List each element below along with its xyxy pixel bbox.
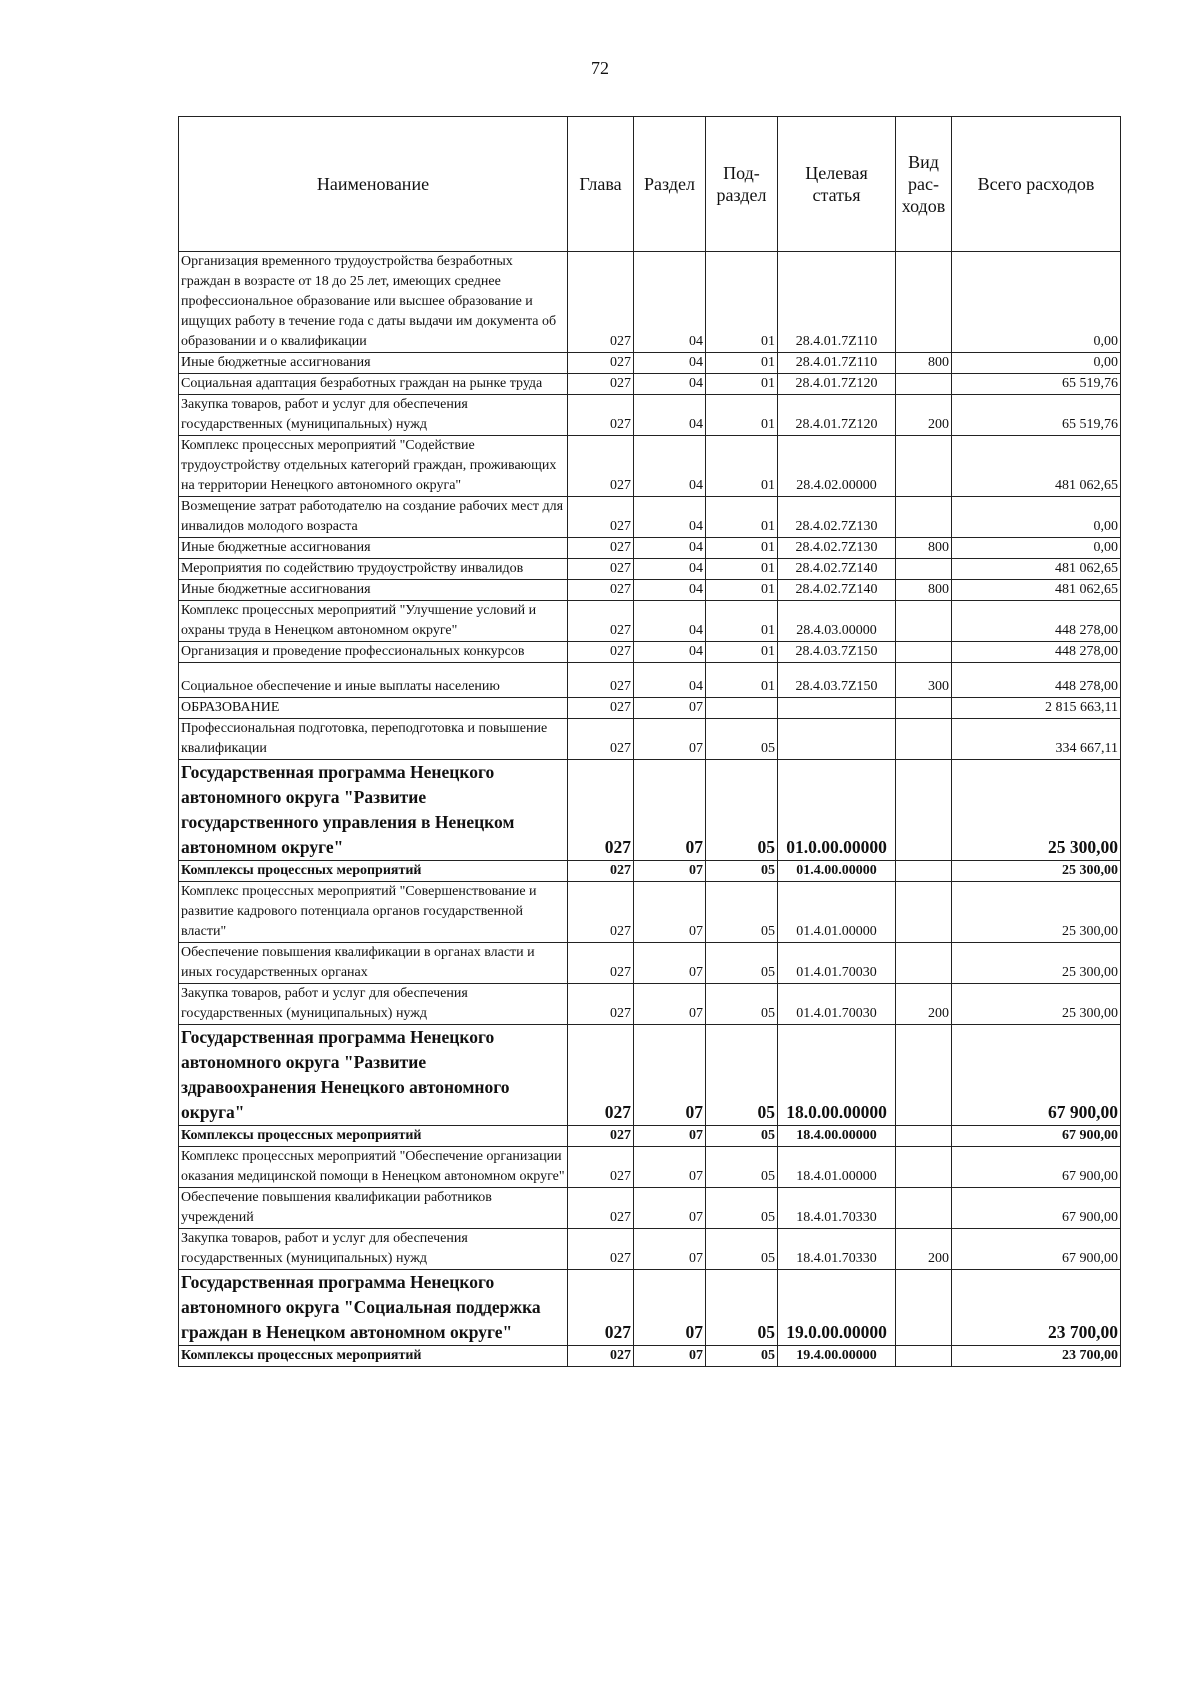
cell-total: 481 062,65 xyxy=(952,436,1121,497)
cell-razdel: 04 xyxy=(634,436,706,497)
cell-podrazdel: 01 xyxy=(706,374,778,395)
cell-total: 23 700,00 xyxy=(952,1270,1121,1346)
cell-razdel: 07 xyxy=(634,861,706,882)
cell-podrazdel: 01 xyxy=(706,538,778,559)
cell-name: Иные бюджетные ассигнования xyxy=(179,538,568,559)
table-row xyxy=(179,436,1121,497)
cell-glava: 027 xyxy=(568,395,634,436)
cell-vid xyxy=(896,760,952,861)
cell-name: Профессиональная подготовка, переподготовка и повышение квалификации xyxy=(179,719,568,760)
table-row xyxy=(179,984,1121,1025)
cell-vid: 200 xyxy=(896,984,952,1025)
cell-vid xyxy=(896,436,952,497)
cell-podrazdel: 05 xyxy=(706,861,778,882)
cell-total: 65 519,76 xyxy=(952,395,1121,436)
table-row xyxy=(179,1025,1121,1126)
cell-total: 334 667,11 xyxy=(952,719,1121,760)
cell-total: 448 278,00 xyxy=(952,601,1121,642)
cell-podrazdel: 05 xyxy=(706,1147,778,1188)
header-razdel: Раздел xyxy=(634,117,706,252)
cell-statya: 28.4.01.7Z110 xyxy=(778,353,896,374)
cell-glava: 027 xyxy=(568,252,634,353)
cell-glava: 027 xyxy=(568,1229,634,1270)
cell-podrazdel: 05 xyxy=(706,943,778,984)
budget-table xyxy=(178,116,1121,1367)
cell-statya: 28.4.02.7Z140 xyxy=(778,559,896,580)
cell-vid xyxy=(896,719,952,760)
table-row xyxy=(179,395,1121,436)
table-row xyxy=(179,719,1121,760)
cell-glava: 027 xyxy=(568,984,634,1025)
table-row xyxy=(179,1229,1121,1270)
cell-name: Закупка товаров, работ и услуг для обеспечения государственных (муниципальных) нужд xyxy=(179,1229,568,1270)
cell-name: Закупка товаров, работ и услуг для обеспечения государственных (муниципальных) нужд xyxy=(179,984,568,1025)
cell-podrazdel: 01 xyxy=(706,663,778,698)
cell-vid xyxy=(896,1270,952,1346)
cell-razdel: 04 xyxy=(634,663,706,698)
cell-total: 481 062,65 xyxy=(952,559,1121,580)
cell-name: Комплекс процессных мероприятий "Обеспечение организации оказания медицинской помощи в Ненецком автономном округе" xyxy=(179,1147,568,1188)
cell-name: Комплексы процессных мероприятий xyxy=(179,1126,568,1147)
cell-total: 65 519,76 xyxy=(952,374,1121,395)
cell-glava: 027 xyxy=(568,642,634,663)
cell-glava: 027 xyxy=(568,1270,634,1346)
cell-statya: 28.4.03.7Z150 xyxy=(778,663,896,698)
cell-glava: 027 xyxy=(568,882,634,943)
cell-statya: 28.4.03.00000 xyxy=(778,601,896,642)
cell-name: Государственная программа Ненецкого автономного округа "Социальная поддержка граждан в Ненецком автономном округе" xyxy=(179,1270,568,1346)
cell-total: 67 900,00 xyxy=(952,1229,1121,1270)
table-row xyxy=(179,559,1121,580)
cell-podrazdel: 05 xyxy=(706,719,778,760)
cell-razdel: 04 xyxy=(634,580,706,601)
cell-razdel: 04 xyxy=(634,497,706,538)
cell-vid: 200 xyxy=(896,395,952,436)
cell-vid xyxy=(896,882,952,943)
table-row xyxy=(179,1188,1121,1229)
cell-vid: 800 xyxy=(896,353,952,374)
table-row xyxy=(179,601,1121,642)
cell-total: 0,00 xyxy=(952,497,1121,538)
cell-razdel: 07 xyxy=(634,1025,706,1126)
cell-statya xyxy=(778,698,896,719)
cell-razdel: 07 xyxy=(634,1270,706,1346)
cell-vid xyxy=(896,1188,952,1229)
cell-name: Государственная программа Ненецкого автономного округа "Развитие государственного управления в Ненецком автономном округе" xyxy=(179,760,568,861)
cell-statya: 01.4.01.70030 xyxy=(778,943,896,984)
cell-podrazdel: 05 xyxy=(706,984,778,1025)
table-row xyxy=(179,538,1121,559)
cell-vid xyxy=(896,1147,952,1188)
cell-statya: 01.4.01.70030 xyxy=(778,984,896,1025)
cell-total: 448 278,00 xyxy=(952,663,1121,698)
cell-name: Государственная программа Ненецкого автономного округа "Развитие здравоохранения Ненецкого автономного округа" xyxy=(179,1025,568,1126)
header-total: Всего расходов xyxy=(952,117,1121,252)
cell-name: Закупка товаров, работ и услуг для обеспечения государственных (муниципальных) нужд xyxy=(179,395,568,436)
cell-statya xyxy=(778,719,896,760)
table-row xyxy=(179,252,1121,353)
cell-podrazdel: 01 xyxy=(706,601,778,642)
cell-name: Социальное обеспечение и иные выплаты населению xyxy=(179,663,568,698)
cell-name: ОБРАЗОВАНИЕ xyxy=(179,698,568,719)
cell-razdel: 07 xyxy=(634,1126,706,1147)
cell-razdel: 04 xyxy=(634,374,706,395)
cell-total: 67 900,00 xyxy=(952,1147,1121,1188)
cell-vid xyxy=(896,642,952,663)
cell-razdel: 04 xyxy=(634,252,706,353)
header-glava: Глава xyxy=(568,117,634,252)
cell-statya: 28.4.02.7Z140 xyxy=(778,580,896,601)
cell-name: Организация и проведение профессиональных конкурсов xyxy=(179,642,568,663)
cell-name: Иные бюджетные ассигнования xyxy=(179,580,568,601)
table-row xyxy=(179,497,1121,538)
cell-glava: 027 xyxy=(568,1025,634,1126)
cell-vid xyxy=(896,861,952,882)
cell-razdel: 07 xyxy=(634,1346,706,1367)
cell-name: Обеспечение повышения квалификации в органах власти и иных государственных органах xyxy=(179,943,568,984)
cell-podrazdel: 05 xyxy=(706,1270,778,1346)
cell-glava: 027 xyxy=(568,1147,634,1188)
cell-vid xyxy=(896,1025,952,1126)
table-row xyxy=(179,1126,1121,1147)
table-row xyxy=(179,1270,1121,1346)
cell-vid: 800 xyxy=(896,538,952,559)
cell-podrazdel: 01 xyxy=(706,252,778,353)
cell-razdel: 07 xyxy=(634,698,706,719)
cell-vid xyxy=(896,497,952,538)
cell-vid xyxy=(896,374,952,395)
cell-statya: 01.4.00.00000 xyxy=(778,861,896,882)
cell-glava: 027 xyxy=(568,1188,634,1229)
cell-statya: 18.4.00.00000 xyxy=(778,1126,896,1147)
cell-total: 448 278,00 xyxy=(952,642,1121,663)
cell-statya: 28.4.01.7Z120 xyxy=(778,374,896,395)
cell-glava: 027 xyxy=(568,497,634,538)
cell-razdel: 07 xyxy=(634,1147,706,1188)
cell-name: Иные бюджетные ассигнования xyxy=(179,353,568,374)
cell-razdel: 04 xyxy=(634,353,706,374)
header-statya: Целевая статья xyxy=(778,117,896,252)
cell-podrazdel xyxy=(706,698,778,719)
header-vid: Вид рас-ходов xyxy=(896,117,952,252)
cell-total: 0,00 xyxy=(952,538,1121,559)
cell-podrazdel: 05 xyxy=(706,1188,778,1229)
cell-podrazdel: 01 xyxy=(706,580,778,601)
cell-podrazdel: 01 xyxy=(706,642,778,663)
cell-glava: 027 xyxy=(568,580,634,601)
cell-name: Комплексы процессных мероприятий xyxy=(179,861,568,882)
cell-glava: 027 xyxy=(568,1126,634,1147)
cell-statya: 19.4.00.00000 xyxy=(778,1346,896,1367)
cell-statya: 28.4.03.7Z150 xyxy=(778,642,896,663)
cell-podrazdel: 05 xyxy=(706,760,778,861)
cell-razdel: 07 xyxy=(634,882,706,943)
cell-glava: 027 xyxy=(568,559,634,580)
cell-glava: 027 xyxy=(568,538,634,559)
cell-podrazdel: 01 xyxy=(706,395,778,436)
page-number: 72 xyxy=(591,58,609,78)
cell-glava: 027 xyxy=(568,719,634,760)
table-row xyxy=(179,642,1121,663)
cell-total: 25 300,00 xyxy=(952,861,1121,882)
header-name: Наименование xyxy=(179,117,568,252)
cell-vid: 300 xyxy=(896,663,952,698)
cell-name: Комплексы процессных мероприятий xyxy=(179,1346,568,1367)
cell-total: 67 900,00 xyxy=(952,1025,1121,1126)
table-row xyxy=(179,861,1121,882)
cell-name: Возмещение затрат работодателю на создание рабочих мест для инвалидов молодого возраста xyxy=(179,497,568,538)
cell-razdel: 04 xyxy=(634,642,706,663)
cell-name: Организация временного трудоустройства безработных граждан в возрасте от 18 до 25 лет, имеющих среднее профессиональное образование или высшее образование и ищущих работу в течение года с даты выдачи им документа об образовании и о квалификации xyxy=(179,252,568,353)
cell-razdel: 07 xyxy=(634,760,706,861)
cell-name: Социальная адаптация безработных граждан на рынке труда xyxy=(179,374,568,395)
cell-vid xyxy=(896,1126,952,1147)
cell-total: 481 062,65 xyxy=(952,580,1121,601)
cell-total: 2 815 663,11 xyxy=(952,698,1121,719)
cell-glava: 027 xyxy=(568,943,634,984)
cell-statya: 28.4.01.7Z120 xyxy=(778,395,896,436)
cell-podrazdel: 01 xyxy=(706,436,778,497)
cell-statya: 01.4.01.00000 xyxy=(778,882,896,943)
cell-name: Мероприятия по содействию трудоустройству инвалидов xyxy=(179,559,568,580)
cell-glava: 027 xyxy=(568,861,634,882)
cell-total: 25 300,00 xyxy=(952,943,1121,984)
table-row xyxy=(179,374,1121,395)
cell-vid xyxy=(896,559,952,580)
cell-statya: 18.0.00.00000 xyxy=(778,1025,896,1126)
cell-razdel: 07 xyxy=(634,719,706,760)
cell-razdel: 07 xyxy=(634,984,706,1025)
cell-vid xyxy=(896,252,952,353)
table-row xyxy=(179,698,1121,719)
cell-statya: 18.4.01.70330 xyxy=(778,1188,896,1229)
table-header-row xyxy=(179,117,1121,252)
cell-total: 0,00 xyxy=(952,353,1121,374)
table-row xyxy=(179,882,1121,943)
table-row xyxy=(179,1147,1121,1188)
cell-statya: 28.4.01.7Z110 xyxy=(778,252,896,353)
cell-total: 0,00 xyxy=(952,252,1121,353)
cell-razdel: 04 xyxy=(634,395,706,436)
cell-total: 67 900,00 xyxy=(952,1126,1121,1147)
cell-glava: 027 xyxy=(568,601,634,642)
cell-name: Комплекс процессных мероприятий "Совершенствование и развитие кадрового потенциала органов государственной власти" xyxy=(179,882,568,943)
cell-podrazdel: 05 xyxy=(706,1126,778,1147)
cell-statya: 19.0.00.00000 xyxy=(778,1270,896,1346)
cell-statya: 28.4.02.7Z130 xyxy=(778,497,896,538)
cell-total: 25 300,00 xyxy=(952,760,1121,861)
cell-name: Обеспечение повышения квалификации работников учреждений xyxy=(179,1188,568,1229)
cell-podrazdel: 05 xyxy=(706,1346,778,1367)
cell-statya: 28.4.02.7Z130 xyxy=(778,538,896,559)
table-row xyxy=(179,580,1121,601)
cell-name: Комплекс процессных мероприятий "Содействие трудоустройству отдельных категорий граждан, проживающих на территории Ненецкого автономного округа" xyxy=(179,436,568,497)
table-row xyxy=(179,1346,1121,1367)
cell-podrazdel: 01 xyxy=(706,559,778,580)
cell-vid xyxy=(896,698,952,719)
cell-total: 25 300,00 xyxy=(952,882,1121,943)
table-row xyxy=(179,943,1121,984)
cell-razdel: 07 xyxy=(634,1188,706,1229)
cell-glava: 027 xyxy=(568,1346,634,1367)
cell-vid xyxy=(896,1346,952,1367)
cell-statya: 18.4.01.00000 xyxy=(778,1147,896,1188)
cell-podrazdel: 05 xyxy=(706,1229,778,1270)
cell-vid xyxy=(896,601,952,642)
cell-razdel: 07 xyxy=(634,943,706,984)
cell-total: 25 300,00 xyxy=(952,984,1121,1025)
header-podrazdel: Под-раздел xyxy=(706,117,778,252)
cell-glava: 027 xyxy=(568,436,634,497)
table-row xyxy=(179,353,1121,374)
table-body xyxy=(179,252,1121,1367)
cell-name: Комплекс процессных мероприятий "Улучшение условий и охраны труда в Ненецком автономном округе" xyxy=(179,601,568,642)
cell-vid: 200 xyxy=(896,1229,952,1270)
cell-vid xyxy=(896,943,952,984)
cell-podrazdel: 05 xyxy=(706,1025,778,1126)
cell-razdel: 04 xyxy=(634,601,706,642)
cell-razdel: 04 xyxy=(634,538,706,559)
cell-statya: 18.4.01.70330 xyxy=(778,1229,896,1270)
cell-statya: 28.4.02.00000 xyxy=(778,436,896,497)
cell-vid: 800 xyxy=(896,580,952,601)
cell-glava: 027 xyxy=(568,663,634,698)
table-row xyxy=(179,760,1121,861)
cell-podrazdel: 01 xyxy=(706,353,778,374)
cell-podrazdel: 01 xyxy=(706,497,778,538)
cell-glava: 027 xyxy=(568,353,634,374)
cell-glava: 027 xyxy=(568,760,634,861)
cell-razdel: 07 xyxy=(634,1229,706,1270)
cell-statya: 01.0.00.00000 xyxy=(778,760,896,861)
cell-podrazdel: 05 xyxy=(706,882,778,943)
table-row xyxy=(179,663,1121,698)
cell-razdel: 04 xyxy=(634,559,706,580)
cell-total: 23 700,00 xyxy=(952,1346,1121,1367)
cell-glava: 027 xyxy=(568,698,634,719)
cell-glava: 027 xyxy=(568,374,634,395)
cell-total: 67 900,00 xyxy=(952,1188,1121,1229)
